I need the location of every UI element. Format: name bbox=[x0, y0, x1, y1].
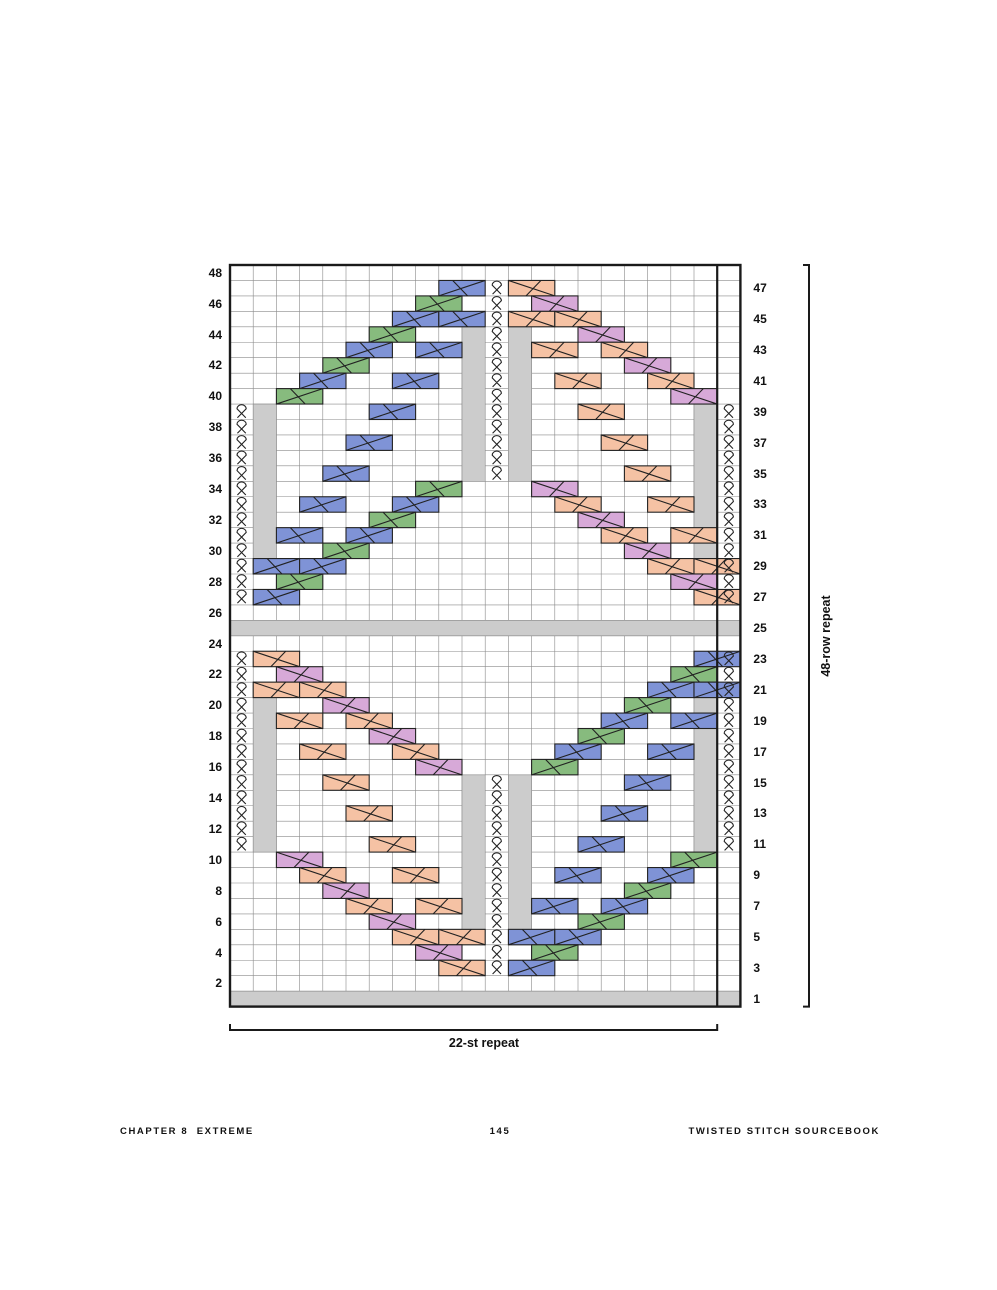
right-cable-cross bbox=[392, 497, 438, 512]
right-cable-cross bbox=[392, 311, 438, 326]
left-cable-cross bbox=[508, 280, 554, 295]
page-number: 145 bbox=[489, 1126, 511, 1137]
right-cable-cross bbox=[323, 358, 369, 373]
no-stitch-cell bbox=[253, 682, 276, 852]
right-cable-cross bbox=[416, 296, 462, 311]
row-number-label: 11 bbox=[753, 837, 767, 852]
row-repeat-label: 48-row repeat bbox=[819, 595, 833, 677]
right-cable-cross bbox=[346, 528, 392, 543]
right-cable-cross bbox=[601, 806, 647, 821]
left-cable-cross bbox=[253, 651, 299, 666]
left-cable-cross bbox=[369, 729, 415, 744]
row-number-label: 38 bbox=[208, 420, 222, 435]
left-cable-cross bbox=[648, 559, 694, 574]
right-cable-cross bbox=[392, 373, 438, 388]
no-stitch-cell bbox=[462, 327, 485, 482]
left-cable-cross bbox=[276, 667, 322, 682]
footer-section: EXTREME bbox=[196, 1126, 254, 1137]
row-number-label: 44 bbox=[208, 327, 222, 342]
row-number-label: 45 bbox=[753, 312, 767, 327]
footer-chapter-number: CHAPTER 8 bbox=[120, 1126, 189, 1137]
right-cable-cross bbox=[555, 929, 601, 944]
right-cable-cross bbox=[416, 481, 462, 496]
left-cable-cross bbox=[555, 497, 601, 512]
row-number-label: 29 bbox=[753, 559, 767, 574]
row-number-label: 19 bbox=[753, 713, 767, 728]
row-number-label: 1 bbox=[753, 991, 761, 1006]
footer-book-title: TWISTED STITCH SOURCEBOOK bbox=[688, 1126, 880, 1137]
left-cable-cross bbox=[300, 682, 346, 697]
row-number-label: 12 bbox=[208, 821, 222, 836]
left-cable-cross bbox=[532, 481, 578, 496]
right-cable-cross bbox=[439, 311, 485, 326]
left-cable-cross bbox=[300, 744, 346, 759]
row-number-label: 32 bbox=[208, 512, 222, 527]
right-cable-cross bbox=[532, 898, 578, 913]
right-cable-cross bbox=[601, 898, 647, 913]
row-number-label: 27 bbox=[753, 590, 767, 605]
row-number-label: 28 bbox=[208, 574, 222, 589]
left-cable-cross bbox=[601, 342, 647, 357]
left-cable-cross bbox=[648, 373, 694, 388]
right-cable-cross bbox=[508, 929, 554, 944]
row-number-label: 42 bbox=[208, 358, 222, 373]
left-cable-cross bbox=[671, 574, 717, 589]
left-cable-cross bbox=[555, 311, 601, 326]
row-number-label: 2 bbox=[215, 976, 222, 991]
left-cable-cross bbox=[253, 682, 299, 697]
left-cable-cross bbox=[346, 713, 392, 728]
left-cable-cross bbox=[439, 929, 485, 944]
left-cable-cross bbox=[323, 698, 369, 713]
right-cable-cross bbox=[508, 960, 554, 975]
right-cable-cross bbox=[439, 280, 485, 295]
left-cable-cross bbox=[532, 296, 578, 311]
row-number-label: 33 bbox=[753, 497, 767, 512]
row-number-label: 37 bbox=[753, 435, 767, 450]
right-cable-cross bbox=[578, 837, 624, 852]
right-cable-cross bbox=[532, 759, 578, 774]
left-cable-cross bbox=[671, 389, 717, 404]
row-number-label: 39 bbox=[753, 404, 767, 419]
left-cable-cross bbox=[601, 435, 647, 450]
row-number-label: 43 bbox=[753, 342, 767, 357]
no-stitch-cell bbox=[694, 682, 717, 852]
left-cable-cross bbox=[416, 759, 462, 774]
right-cable-cross bbox=[624, 883, 670, 898]
left-cable-cross bbox=[671, 528, 717, 543]
no-stitch-cell bbox=[230, 620, 740, 635]
row-number-label: 40 bbox=[208, 389, 222, 404]
left-cable-cross bbox=[323, 775, 369, 790]
row-number-label: 41 bbox=[753, 373, 767, 388]
row-number-label: 5 bbox=[753, 930, 761, 945]
left-cable-cross bbox=[648, 497, 694, 512]
left-cable-cross bbox=[276, 713, 322, 728]
right-cable-cross bbox=[369, 327, 415, 342]
row-number-label: 20 bbox=[208, 698, 222, 713]
no-stitch-cell bbox=[462, 775, 485, 930]
row-number-label: 30 bbox=[208, 543, 222, 558]
row-number-label: 13 bbox=[753, 806, 767, 821]
right-cable-cross bbox=[671, 852, 717, 867]
right-cable-cross bbox=[578, 914, 624, 929]
left-cable-cross bbox=[624, 466, 670, 481]
right-cable-cross bbox=[253, 559, 299, 574]
left-cable-cross bbox=[439, 960, 485, 975]
right-cable-cross bbox=[648, 682, 694, 697]
left-cable-cross bbox=[532, 342, 578, 357]
row-number-label: 14 bbox=[208, 791, 222, 806]
row-number-label: 6 bbox=[215, 914, 222, 929]
left-cable-cross bbox=[416, 945, 462, 960]
right-cable-cross bbox=[671, 667, 717, 682]
right-cable-cross bbox=[624, 698, 670, 713]
no-stitch-cell bbox=[694, 404, 717, 574]
row-number-label: 24 bbox=[208, 636, 222, 651]
footer-chapter bbox=[120, 1126, 254, 1137]
right-cable-cross bbox=[323, 543, 369, 558]
left-cable-cross bbox=[624, 543, 670, 558]
row-number-label: 34 bbox=[208, 482, 222, 497]
left-cable-cross bbox=[601, 528, 647, 543]
left-cable-cross bbox=[369, 837, 415, 852]
right-cable-cross bbox=[671, 713, 717, 728]
row-number-label: 18 bbox=[208, 729, 222, 744]
left-cable-cross bbox=[508, 311, 554, 326]
right-cable-cross bbox=[555, 744, 601, 759]
right-cable-cross bbox=[346, 342, 392, 357]
right-cable-cross bbox=[532, 945, 578, 960]
row-number-label: 7 bbox=[753, 899, 761, 914]
right-cable-cross bbox=[601, 713, 647, 728]
right-cable-cross bbox=[416, 342, 462, 357]
right-cable-cross bbox=[276, 528, 322, 543]
row-number-label: 23 bbox=[753, 651, 767, 666]
row-number-label: 25 bbox=[753, 621, 767, 636]
right-cable-cross bbox=[555, 868, 601, 883]
right-cable-cross bbox=[300, 373, 346, 388]
row-number-label: 36 bbox=[208, 451, 222, 466]
left-cable-cross bbox=[323, 883, 369, 898]
row-number-label: 21 bbox=[753, 682, 767, 697]
left-cable-cross bbox=[346, 898, 392, 913]
stitch-repeat-label: 22-st repeat bbox=[448, 1036, 520, 1050]
row-number-label: 22 bbox=[208, 667, 222, 682]
row-number-label: 9 bbox=[753, 868, 761, 883]
right-cable-cross bbox=[369, 404, 415, 419]
row-number-label: 31 bbox=[753, 528, 767, 543]
left-cable-cross bbox=[555, 373, 601, 388]
left-cable-cross bbox=[346, 806, 392, 821]
row-number-label: 46 bbox=[208, 296, 222, 311]
right-cable-cross bbox=[300, 497, 346, 512]
row-repeat-bracket bbox=[803, 265, 809, 1007]
row-number-label: 16 bbox=[208, 760, 222, 775]
right-cable-cross bbox=[253, 589, 299, 604]
row-number-label: 15 bbox=[753, 775, 767, 790]
row-number-label: 48 bbox=[208, 265, 222, 280]
row-number-label: 3 bbox=[753, 960, 761, 975]
row-number-label: 26 bbox=[208, 605, 222, 620]
left-cable-cross bbox=[392, 929, 438, 944]
no-stitch-cell bbox=[508, 327, 531, 482]
row-number-label: 35 bbox=[753, 466, 767, 481]
left-cable-cross bbox=[392, 868, 438, 883]
right-cable-cross bbox=[624, 775, 670, 790]
left-cable-cross bbox=[578, 327, 624, 342]
right-cable-cross bbox=[323, 466, 369, 481]
left-cable-cross bbox=[392, 744, 438, 759]
row-number-label: 17 bbox=[753, 744, 767, 759]
row-number-label: 47 bbox=[753, 281, 767, 296]
right-cable-cross bbox=[276, 389, 322, 404]
left-cable-cross bbox=[416, 898, 462, 913]
right-cable-cross bbox=[648, 868, 694, 883]
no-stitch-cell bbox=[230, 991, 740, 1006]
left-cable-cross bbox=[578, 512, 624, 527]
no-stitch-cell bbox=[253, 404, 276, 574]
right-cable-cross bbox=[346, 435, 392, 450]
left-cable-cross bbox=[624, 358, 670, 373]
left-cable-cross bbox=[578, 404, 624, 419]
no-stitch-cell bbox=[508, 775, 531, 930]
right-cable-cross bbox=[578, 729, 624, 744]
right-cable-cross bbox=[300, 559, 346, 574]
row-number-label: 10 bbox=[208, 852, 222, 867]
right-cable-cross bbox=[369, 512, 415, 527]
row-number-label: 8 bbox=[215, 883, 222, 898]
right-cable-cross bbox=[648, 744, 694, 759]
row-number-label: 4 bbox=[215, 945, 222, 960]
right-cable-cross bbox=[276, 574, 322, 589]
stitch-repeat-bracket bbox=[230, 1024, 717, 1030]
left-cable-cross bbox=[369, 914, 415, 929]
left-cable-cross bbox=[276, 852, 322, 867]
left-cable-cross bbox=[300, 868, 346, 883]
